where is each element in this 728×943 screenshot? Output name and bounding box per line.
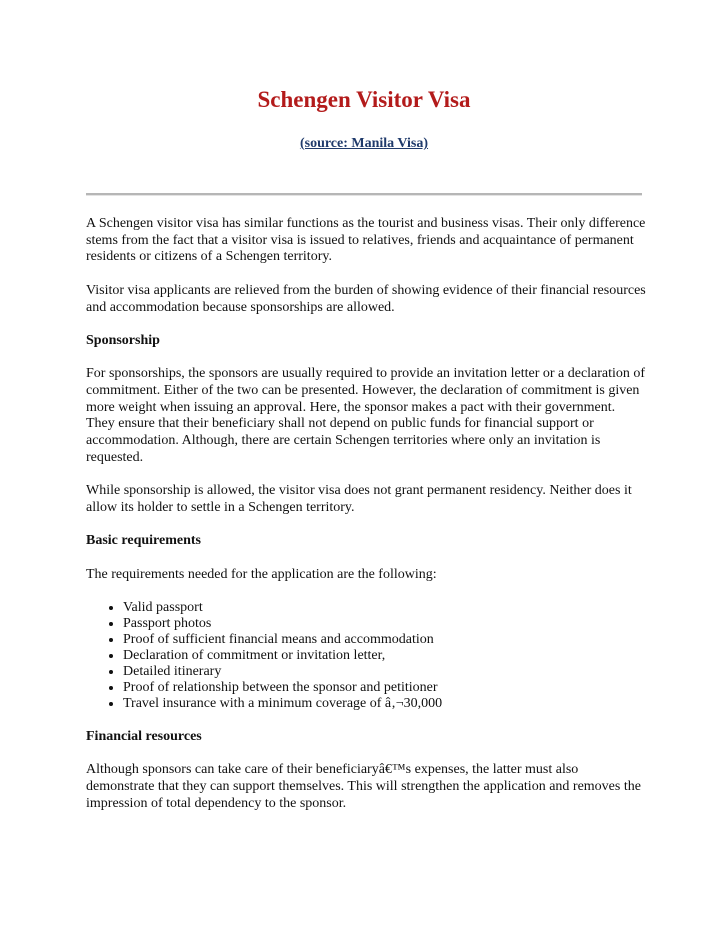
list-item: • Detailed itinerary — [123, 664, 646, 680]
list-item: • Proof of relationship between the sponsor and petitioner — [123, 680, 646, 696]
requirements-intro-paragraph: The requirements needed for the application are the following: — [86, 566, 437, 582]
horizontal-divider — [86, 193, 642, 196]
list-item: • Valid passport — [123, 600, 646, 616]
source-link[interactable]: (source: Manila Visa) — [299, 136, 429, 151]
list-item: • Passport photos — [123, 616, 646, 632]
list-item: • Travel insurance with a minimum coverage of â‚¬30,000 — [123, 696, 646, 712]
financial-resources-heading: Financial resources — [86, 728, 202, 744]
list-item: • Proof of sufficient financial means and accommodation — [123, 632, 646, 648]
intro-paragraph: A Schengen visitor visa has similar functions as the tourist and business visas. Their only difference stems from the fact that a visitor visa is issued to relatives, friends and acquaintance of permanent residents or citizens of a Schengen territory. — [86, 216, 646, 265]
list-item: • Declaration of commitment or invitation letter, — [123, 648, 646, 664]
requirements-list — [86, 600, 646, 712]
financial-paragraph: Although sponsors can take care of their beneficiaryâ€™s expenses, the latter must also demonstrate that they can support themselves. This will strengthen the application and removes the impression of total dependency to the sponsor. — [86, 762, 641, 811]
basic-requirements-heading: Basic requirements — [86, 533, 201, 549]
sponsorship-paragraph: For sponsorships, the sponsors are usually required to provide an invitation letter or a declaration of commitment. Either of the two can be presented. However, the declaration of commitment is given more weight when issuing an approval. Here, the sponsor makes a pact with their government. They ensure that their beneficiary shall not depend on public funds for financial support or accommodation. Although, there are certain Schengen territories where only an invitation is requested. — [86, 366, 646, 465]
relief-paragraph: Visitor visa applicants are relieved from the burden of showing evidence of their financial resources and accommodation because sponsorships are allowed. — [86, 282, 646, 315]
source-line — [0, 135, 728, 153]
page-title: Schengen Visitor Visa — [257, 87, 471, 112]
article-body — [86, 216, 646, 829]
residency-paragraph: While sponsorship is allowed, the visitor visa does not grant permanent residency. Neither does it allow its holder to settle in a Schengen territory. — [86, 483, 632, 515]
sponsorship-heading: Sponsorship — [86, 332, 160, 348]
